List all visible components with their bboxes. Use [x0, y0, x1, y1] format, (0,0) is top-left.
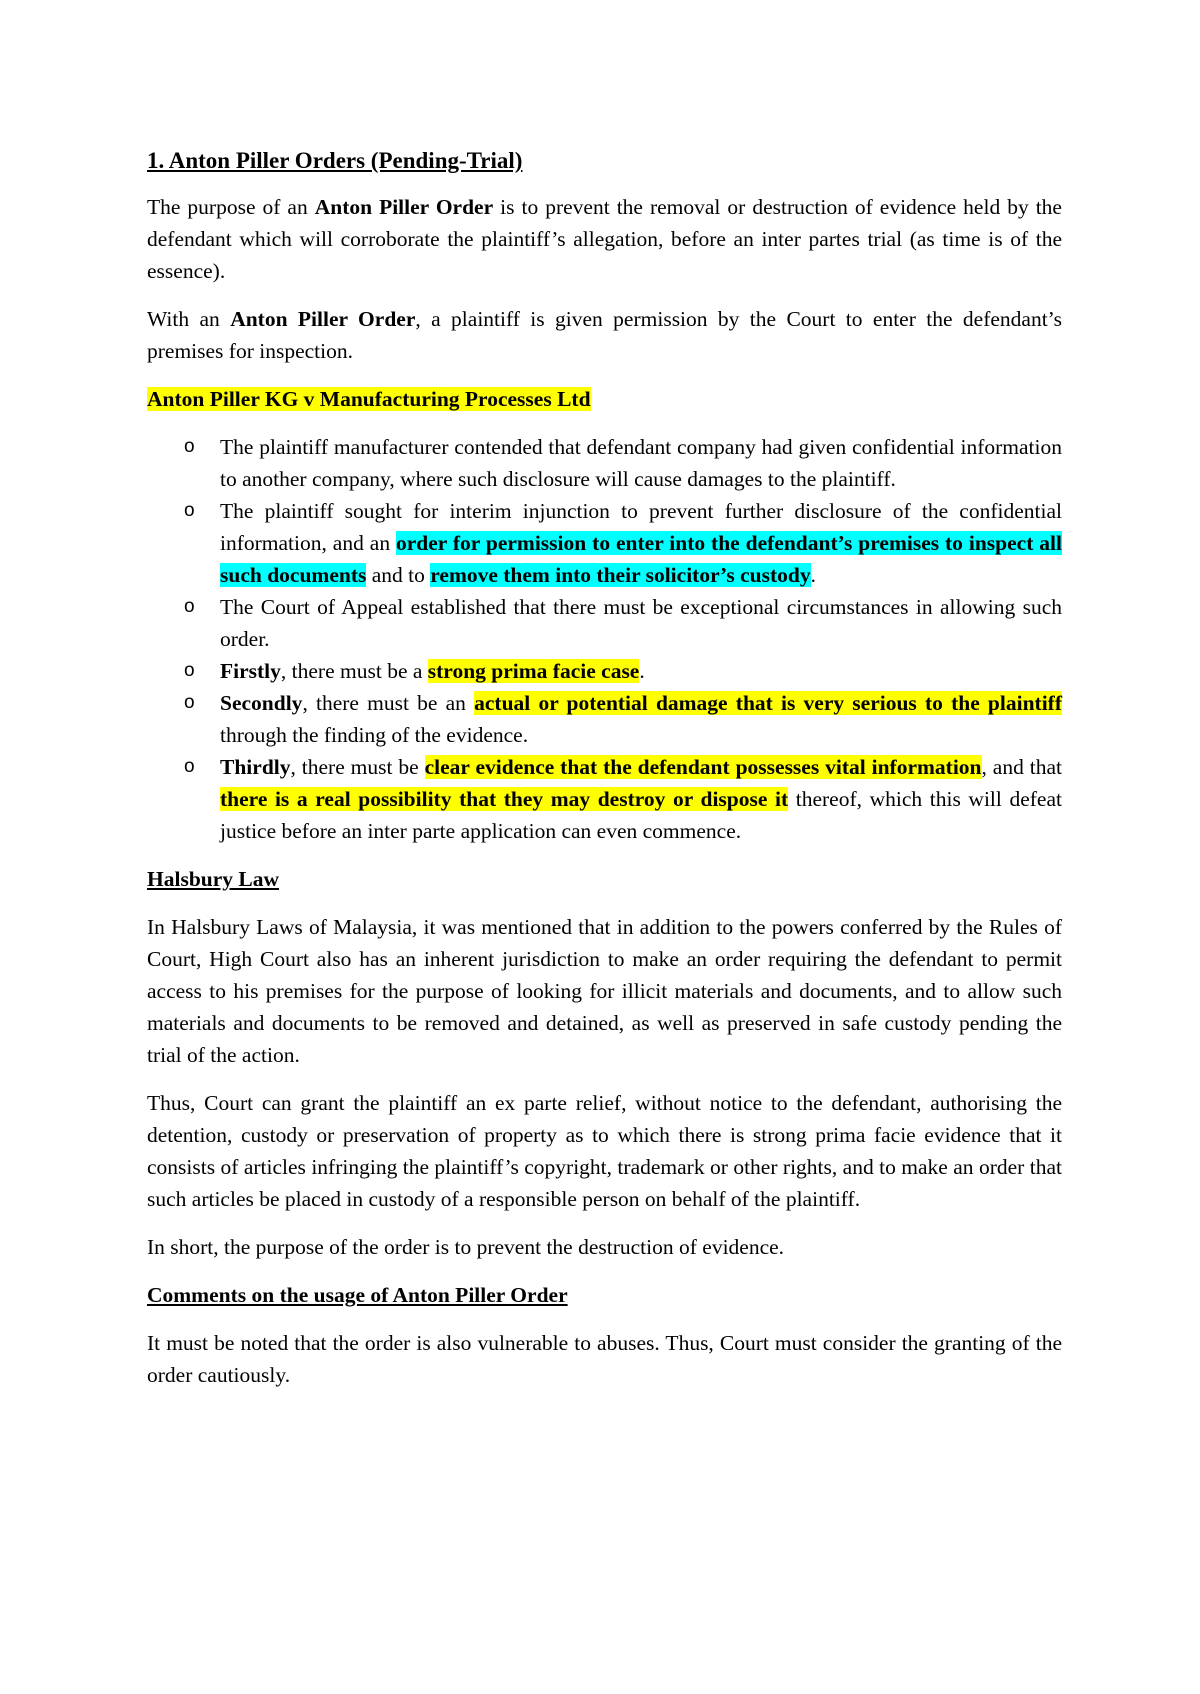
highlighted-text: clear evidence that the defendant possesses vital information — [424, 755, 982, 779]
case-name: Anton Piller KG v Manufacturing Processes Ltd — [147, 387, 591, 411]
text-run: The plaintiff sought for interim injunction to prevent further disclosure of the confidential information, and an — [220, 499, 1062, 555]
list-item — [147, 591, 1062, 655]
case-facts-list — [147, 431, 1062, 847]
bullet-icon: o — [184, 756, 195, 777]
bold-term: Secondly — [220, 691, 303, 715]
text-run: With an — [147, 307, 231, 331]
halsbury-paragraph-1: In Halsbury Laws of Malaysia, it was mentioned that in addition to the powers conferred by the Rules of Court, High Court also has an inherent jurisdiction to make an order requiring the defendant to permit access to his premises for the purpose of looking for illicit materials and documents, and to allow such materials and documents to be removed and detained, as well as preserved in safe custody pending the trial of the action. — [147, 915, 1062, 1067]
text-run: The purpose of an — [147, 195, 315, 219]
bold-term: Anton Piller Order — [314, 195, 494, 219]
intro-paragraph-1 — [147, 191, 1062, 287]
bold-term: Thirdly — [220, 755, 291, 779]
highlighted-text: remove them into their solicitor’s custody — [430, 563, 811, 587]
text-run: through the finding of the evidence. — [220, 723, 529, 747]
text-run: . — [639, 659, 645, 683]
text-run: , and that — [981, 755, 1062, 779]
text-run: , there must be a — [280, 659, 428, 683]
highlighted-text: order for permission to enter into the defendant’s premises to inspect all such documents — [220, 531, 1062, 587]
document-title: 1. Anton Piller Orders (Pending-Trial) — [147, 148, 523, 173]
bullet-icon: o — [184, 500, 195, 521]
text-run: , there must be — [290, 755, 425, 779]
bullet-icon: o — [184, 660, 195, 681]
text-run: , there must be an — [302, 691, 475, 715]
text-run: and to — [366, 563, 431, 587]
comments-paragraph-1: It must be noted that the order is also vulnerable to abuses. Thus, Court must consider the granting of the order cautiously. — [147, 1331, 1062, 1387]
highlighted-text: actual or potential damage that is very serious to the plaintiff — [474, 691, 1062, 715]
bullet-icon: o — [184, 436, 195, 457]
case-heading — [147, 383, 1062, 415]
halsbury-paragraph-3: In short, the purpose of the order is to prevent the destruction of evidence. — [147, 1235, 785, 1259]
list-item — [147, 495, 1062, 591]
comments-heading: Comments on the usage of Anton Piller Order — [147, 1283, 568, 1307]
text-run: . — [810, 563, 816, 587]
highlighted-text: strong prima facie case — [427, 659, 640, 683]
text-run: is to prevent the removal or destruction of evidence held by the defendant which will corroborate the plaintiff’s allegation, before an inter partes trial (as time is of the essence). — [147, 195, 1062, 283]
text-run: , a plaintiff is given permission by the Court to enter the defendant’s premises for inspection. — [147, 307, 1063, 363]
highlighted-text: there is a real possibility that they may destroy or dispose it — [220, 787, 789, 811]
bold-term: Firstly — [220, 659, 281, 683]
list-item — [147, 687, 1062, 751]
document-page — [147, 145, 1062, 1407]
list-item — [147, 751, 1062, 847]
list-item — [147, 655, 1062, 687]
text-run: thereof, which this will defeat justice before an inter parte application can even commence. — [220, 787, 1062, 843]
text-run: The plaintiff manufacturer contended that defendant company had given confidential information to another company, where such disclosure will cause damages to the plaintiff. — [220, 435, 1062, 491]
intro-paragraph-2 — [147, 303, 1062, 367]
halsbury-paragraph-2: Thus, Court can grant the plaintiff an ex parte relief, without notice to the defendant, authorising the detention, custody or preservation of property as to which there is strong prima facie evidence that it consists of articles infringing the plaintiff’s copyright, trademark or other rights, and to make an order that such articles be placed in custody of a responsible person on behalf of the plaintiff. — [147, 1091, 1062, 1211]
list-item — [147, 431, 1062, 495]
bold-term: Anton Piller Order — [230, 307, 416, 331]
halsbury-heading: Halsbury Law — [147, 867, 280, 891]
bullet-icon: o — [184, 596, 195, 617]
text-run: The Court of Appeal established that there must be exceptional circumstances in allowing such order. — [220, 595, 1062, 651]
bullet-icon: o — [184, 692, 195, 713]
